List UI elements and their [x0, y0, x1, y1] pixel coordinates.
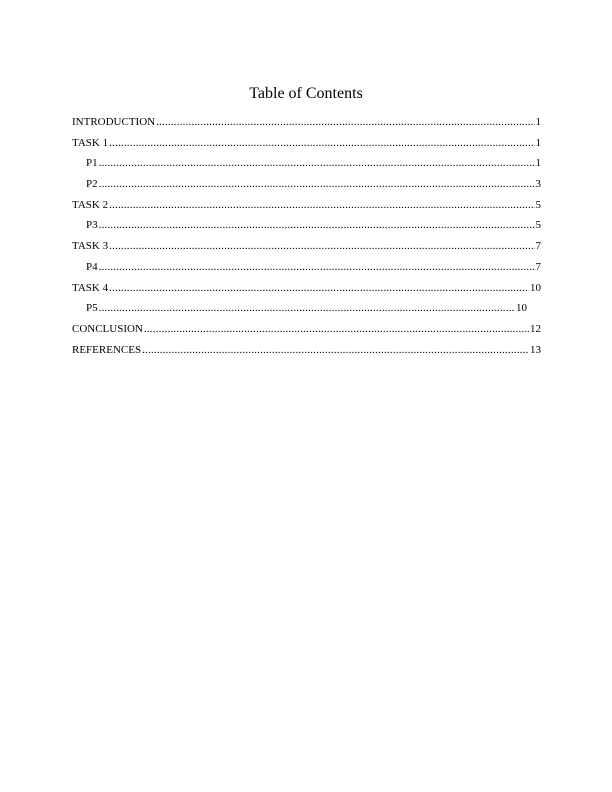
toc-dot-leader: [99, 301, 515, 315]
toc-entry-label: TASK 2: [72, 198, 109, 211]
toc-title: Table of Contents: [249, 85, 363, 102]
toc-entry-label: P1: [86, 157, 98, 170]
toc-page-number: 13: [530, 343, 541, 356]
toc-entry-task-2[interactable]: [72, 198, 541, 219]
toc-entry-task-1[interactable]: [72, 136, 541, 157]
toc-entry-label: P3: [86, 219, 98, 232]
toc-entry-label: REFERENCES: [72, 343, 142, 356]
toc-entry-label: TASK 3: [72, 240, 109, 253]
toc-entry-p1[interactable]: [72, 156, 541, 177]
toc-dot-leader: [99, 260, 535, 274]
toc-dot-leader: [109, 239, 534, 253]
toc-dot-leader: [144, 322, 529, 336]
toc-dot-leader: [99, 156, 535, 170]
toc-entry-label: CONCLUSION: [72, 322, 143, 335]
toc-page-number: 1: [535, 157, 541, 170]
toc-entry-p4[interactable]: [72, 260, 541, 281]
toc-dot-leader: [99, 218, 535, 232]
toc-entry-label: INTRODUCTION: [72, 116, 156, 128]
toc-entry-label: P5: [86, 302, 98, 315]
toc-dot-leader: [109, 136, 534, 150]
toc-page-number: 1: [535, 136, 541, 149]
toc-entry-p5[interactable]: [72, 301, 527, 322]
toc-page-number: 5: [535, 198, 541, 211]
toc-entry-label: P2: [86, 178, 98, 191]
toc-dot-leader: [109, 198, 534, 212]
toc-page-number: 12: [530, 322, 541, 335]
toc-dot-leader: [109, 281, 529, 295]
toc-entry-label: P4: [86, 260, 98, 273]
toc-page-number: 7: [535, 240, 541, 253]
toc-dot-leader: [142, 343, 529, 357]
toc-page-number: 5: [535, 219, 541, 232]
toc-page-number: 1: [535, 116, 541, 128]
toc-page-number: 10: [530, 281, 541, 294]
toc-entry-conclusion[interactable]: [72, 322, 541, 343]
toc-page-number: 3: [535, 178, 541, 191]
toc-page-number: 10: [516, 302, 527, 315]
toc-entry-p3[interactable]: [72, 218, 541, 239]
toc-entry-task-3[interactable]: [72, 239, 541, 260]
toc-list: [72, 115, 541, 363]
toc-entry-label: TASK 4: [72, 281, 109, 294]
toc-entry-task-4[interactable]: [72, 281, 541, 302]
toc-dot-leader: [156, 115, 534, 129]
toc-entry-references[interactable]: [72, 343, 541, 364]
toc-page-number: 7: [535, 260, 541, 273]
toc-entry-label: TASK 1: [72, 136, 109, 149]
toc-dot-leader: [99, 177, 535, 191]
toc-entry-p2[interactable]: [72, 177, 541, 198]
toc-entry-introduction[interactable]: [72, 115, 541, 136]
